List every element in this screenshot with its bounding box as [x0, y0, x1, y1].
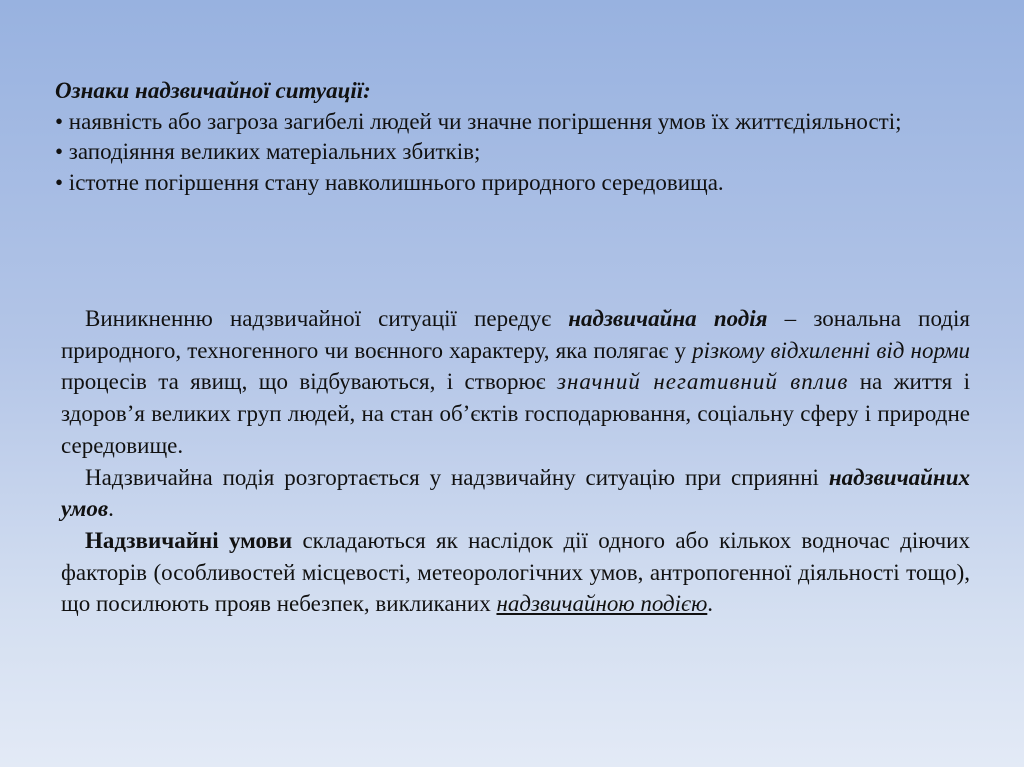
signs-heading: Ознаки надзвичайної ситуації: [55, 78, 371, 103]
para-1-text-4: на життя і здоров’я великих груп людей, на стан об’єктів господарювання, соціальну сферу і природне середовище. [61, 369, 970, 458]
phrase-sharp-deviation: різкому відхиленні від норми [692, 337, 970, 363]
phrase-significant-impact: значний негативний вплив [556, 369, 849, 395]
para-1-text-1: Виникненню надзвичайної ситуації передує [85, 306, 569, 331]
conditions-paragraph [61, 525, 970, 620]
definition-paragraph [61, 303, 970, 462]
para-2-text-1: Надзвичайна подія розгортається у надзвичайну ситуацію при сприянні [85, 464, 829, 490]
signs-bullet-1: • наявність або загроза загибелі людей чи значне погіршення умов їх життєдіяльності; [55, 108, 902, 134]
para-1-text-2: – зональна подія природного, техногенного чи воєнного характеру, яка полягає у [61, 306, 970, 363]
term-conditions-bold: Надзвичайні умови [85, 527, 293, 553]
signs-bullet-2: • заподіяння великих матеріальних збитків; [55, 139, 481, 164]
para-3-text-2: . [707, 591, 714, 617]
para-1-text-3: процесів та явищ, що відбуваються, і створює [61, 369, 557, 395]
phrase-emergency-event-underlined: надзвичайною подією [496, 591, 708, 617]
term-emergency-conditions: надзвичайних умов [61, 464, 970, 522]
signs-block [55, 76, 970, 198]
definition-block [61, 303, 970, 620]
term-emergency-event: надзвичайна подія [568, 306, 768, 331]
para-3-text-1: складаються як наслідок дії одного або кількох водночас діючих факторів (особливостей місцевості, метеорологічних умов, антропогенної діяльності тощо), що посилюють прояв небезпек, викликаних [61, 527, 970, 617]
para-2-text-2: . [108, 496, 114, 522]
signs-bullet-3: • істотне погіршення стану навколишнього природного середовища. [55, 169, 724, 195]
development-paragraph [61, 462, 970, 525]
